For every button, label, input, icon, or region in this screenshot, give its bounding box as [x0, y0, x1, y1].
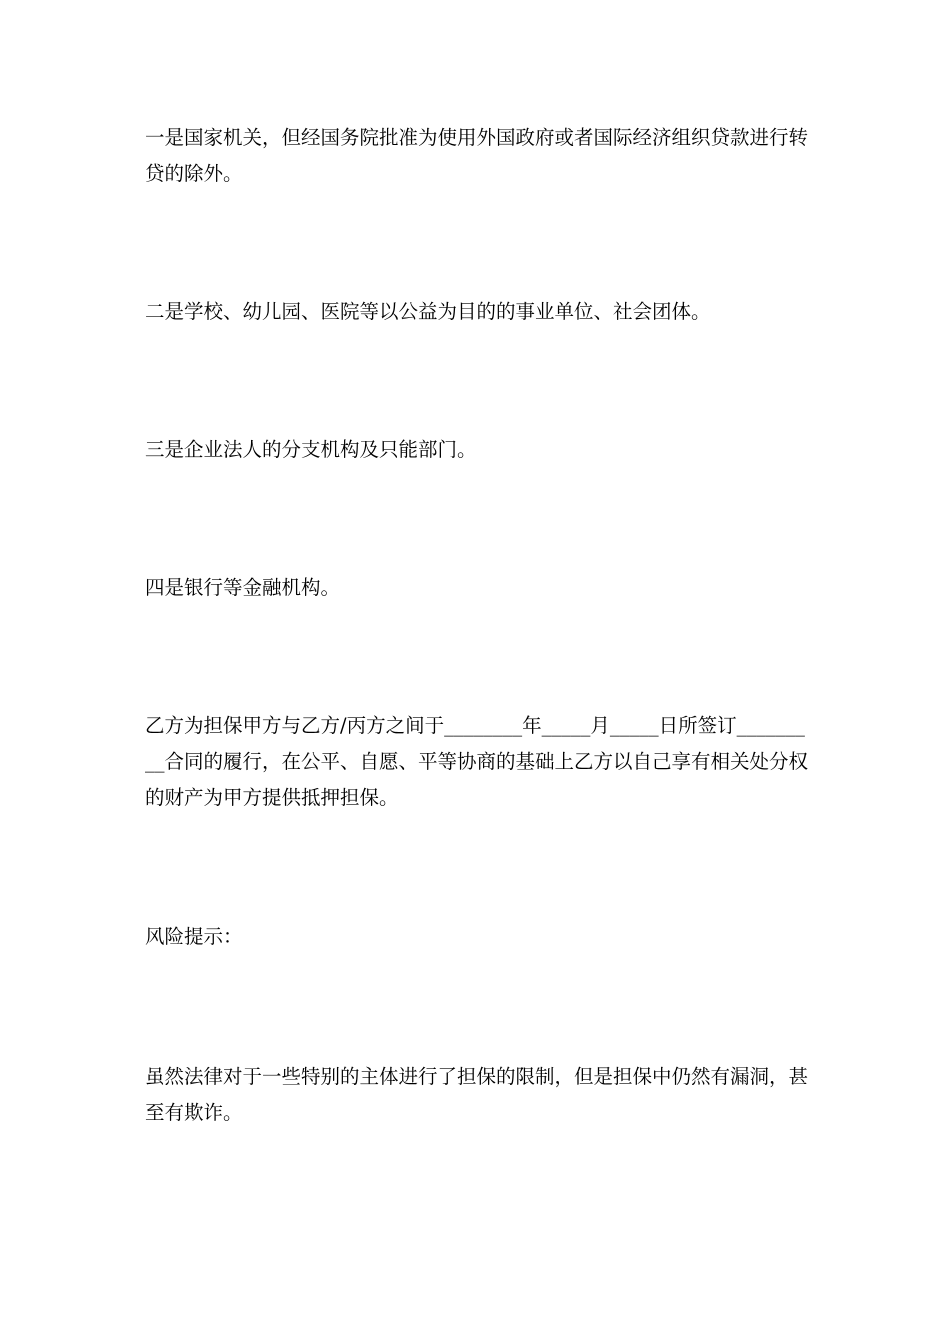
risk-warning-heading [145, 919, 807, 955]
paragraph-line: 风险提示： [145, 925, 243, 948]
paragraph-risk-warning [145, 1059, 807, 1131]
paragraph-mortgage-clause [145, 708, 807, 816]
paragraph-line: 虽然法律对于一些特别的主体进行了担保的限制，但是担保中仍然有漏洞，甚 [145, 1065, 809, 1088]
paragraph-line: 四是银行等金融机构。 [145, 576, 341, 599]
paragraph-line: __合同的履行，在公平、自愿、平等协商的基础上乙方以自己享有相关处分权 [145, 750, 809, 773]
paragraph-line: 的财产为甲方提供抵押担保。 [145, 786, 399, 809]
paragraph-public-institutions [145, 294, 807, 330]
paragraph-financial-institutions [145, 570, 807, 606]
paragraph-line: 贷的除外。 [145, 162, 243, 185]
paragraph-line: 三是企业法人的分支机构及只能部门。 [145, 438, 477, 461]
paragraph-line: 至有欺诈。 [145, 1101, 243, 1124]
paragraph-state-organs [145, 120, 807, 192]
paragraph-line: 乙方为担保甲方与乙方/丙方之间于________年_____月_____日所签订_______ [145, 714, 805, 737]
paragraph-line: 一是国家机关，但经国务院批准为使用外国政府或者国际经济组织贷款进行转 [145, 126, 809, 149]
paragraph-branch-offices [145, 432, 807, 468]
paragraph-line: 二是学校、幼儿园、医院等以公益为目的的事业单位、社会团体。 [145, 300, 711, 323]
